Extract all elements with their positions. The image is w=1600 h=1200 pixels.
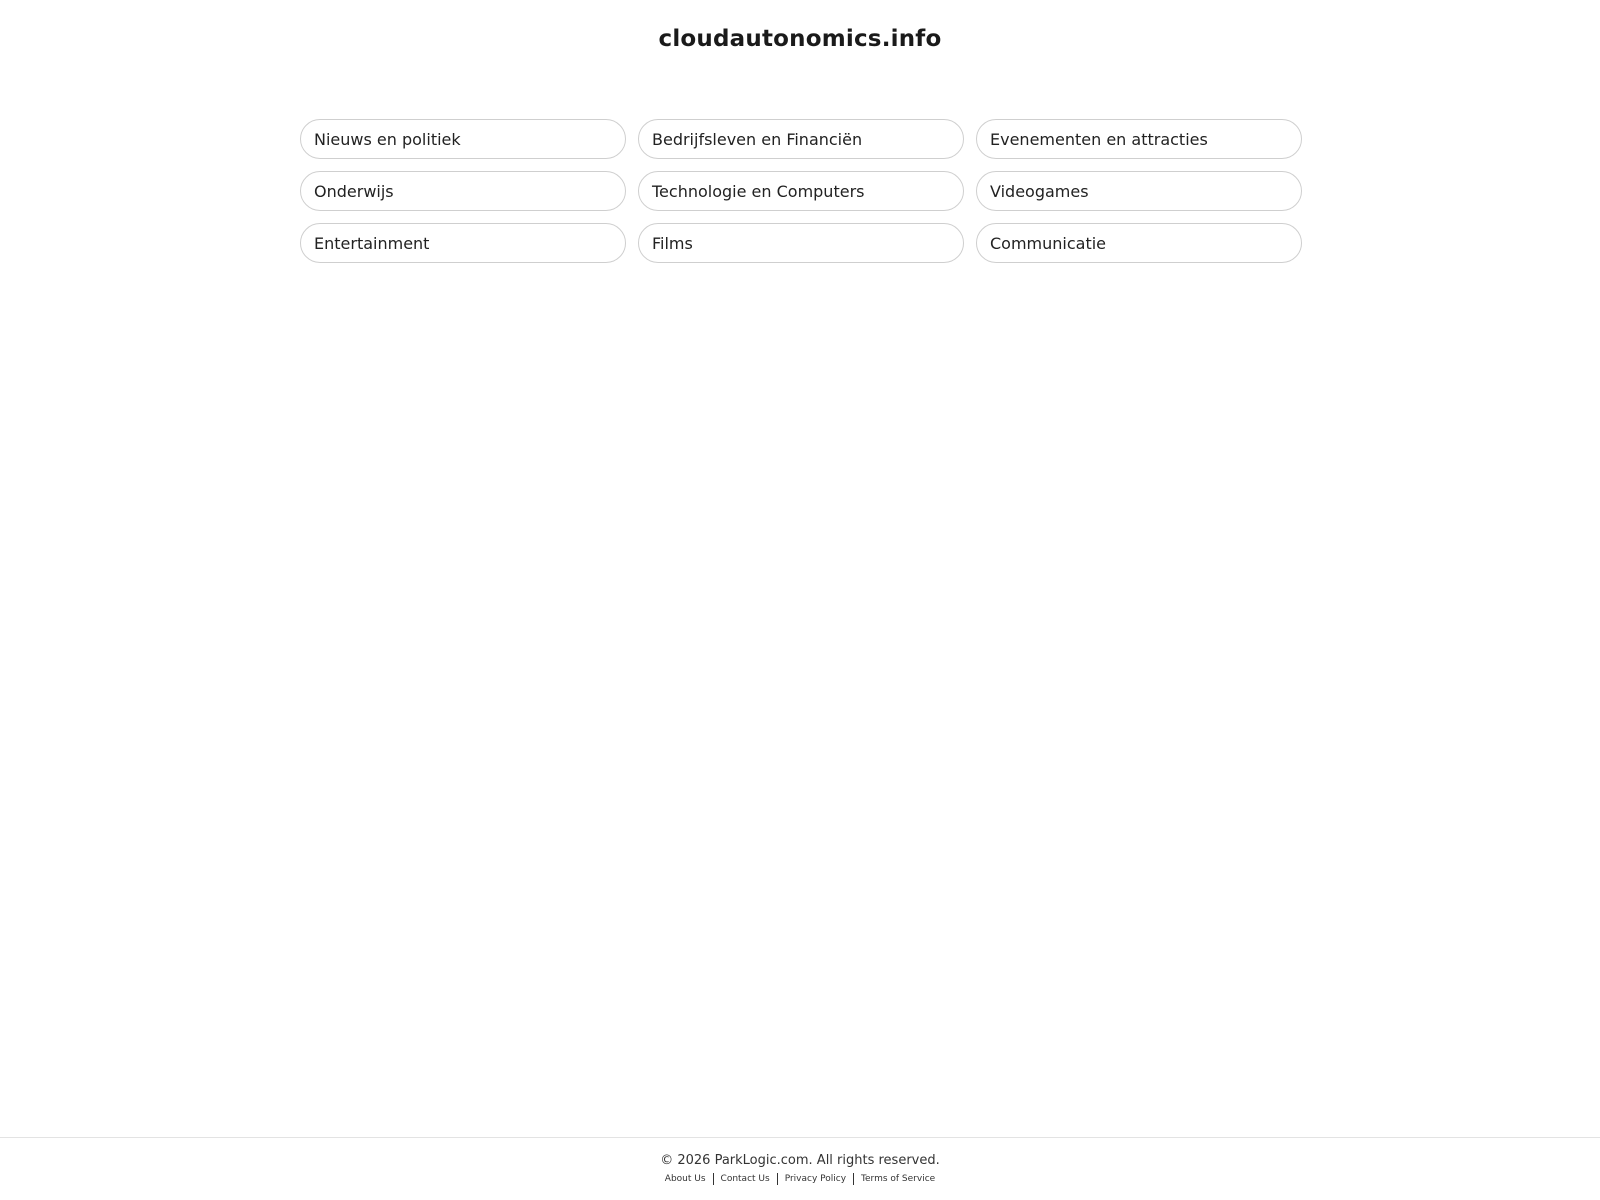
related-link-nieuws-en-politiek[interactable]: Nieuws en politiek: [300, 119, 626, 159]
related-link-onderwijs[interactable]: Onderwijs: [300, 171, 626, 211]
site-title: cloudautonomics.info: [658, 26, 942, 52]
footer-link-privacy-policy[interactable]: Privacy Policy: [784, 1174, 847, 1184]
related-link-entertainment[interactable]: Entertainment: [300, 223, 626, 263]
footer-link-about-us[interactable]: About Us: [664, 1174, 706, 1184]
footer: [0, 1137, 1600, 1200]
footer-link-contact-us[interactable]: Contact Us: [720, 1174, 770, 1184]
related-link-evenementen-en-attracties[interactable]: Evenementen en attracties: [976, 119, 1302, 159]
related-link-films[interactable]: Films: [638, 223, 964, 263]
copyright-text: © 2026 ParkLogic.com. All rights reserved.: [660, 1153, 940, 1168]
related-link-communicatie[interactable]: Communicatie: [976, 223, 1302, 263]
related-link-videogames[interactable]: Videogames: [976, 171, 1302, 211]
footer-link-terms-of-service[interactable]: Terms of Service: [861, 1174, 936, 1184]
related-link-technologie-en-computers[interactable]: Technologie en Computers: [638, 171, 964, 211]
footer-links: [0, 1172, 1600, 1186]
related-link-bedrijfsleven-en-financien[interactable]: Bedrijfsleven en Financiën: [638, 119, 964, 159]
related-links-grid: [300, 119, 1301, 263]
